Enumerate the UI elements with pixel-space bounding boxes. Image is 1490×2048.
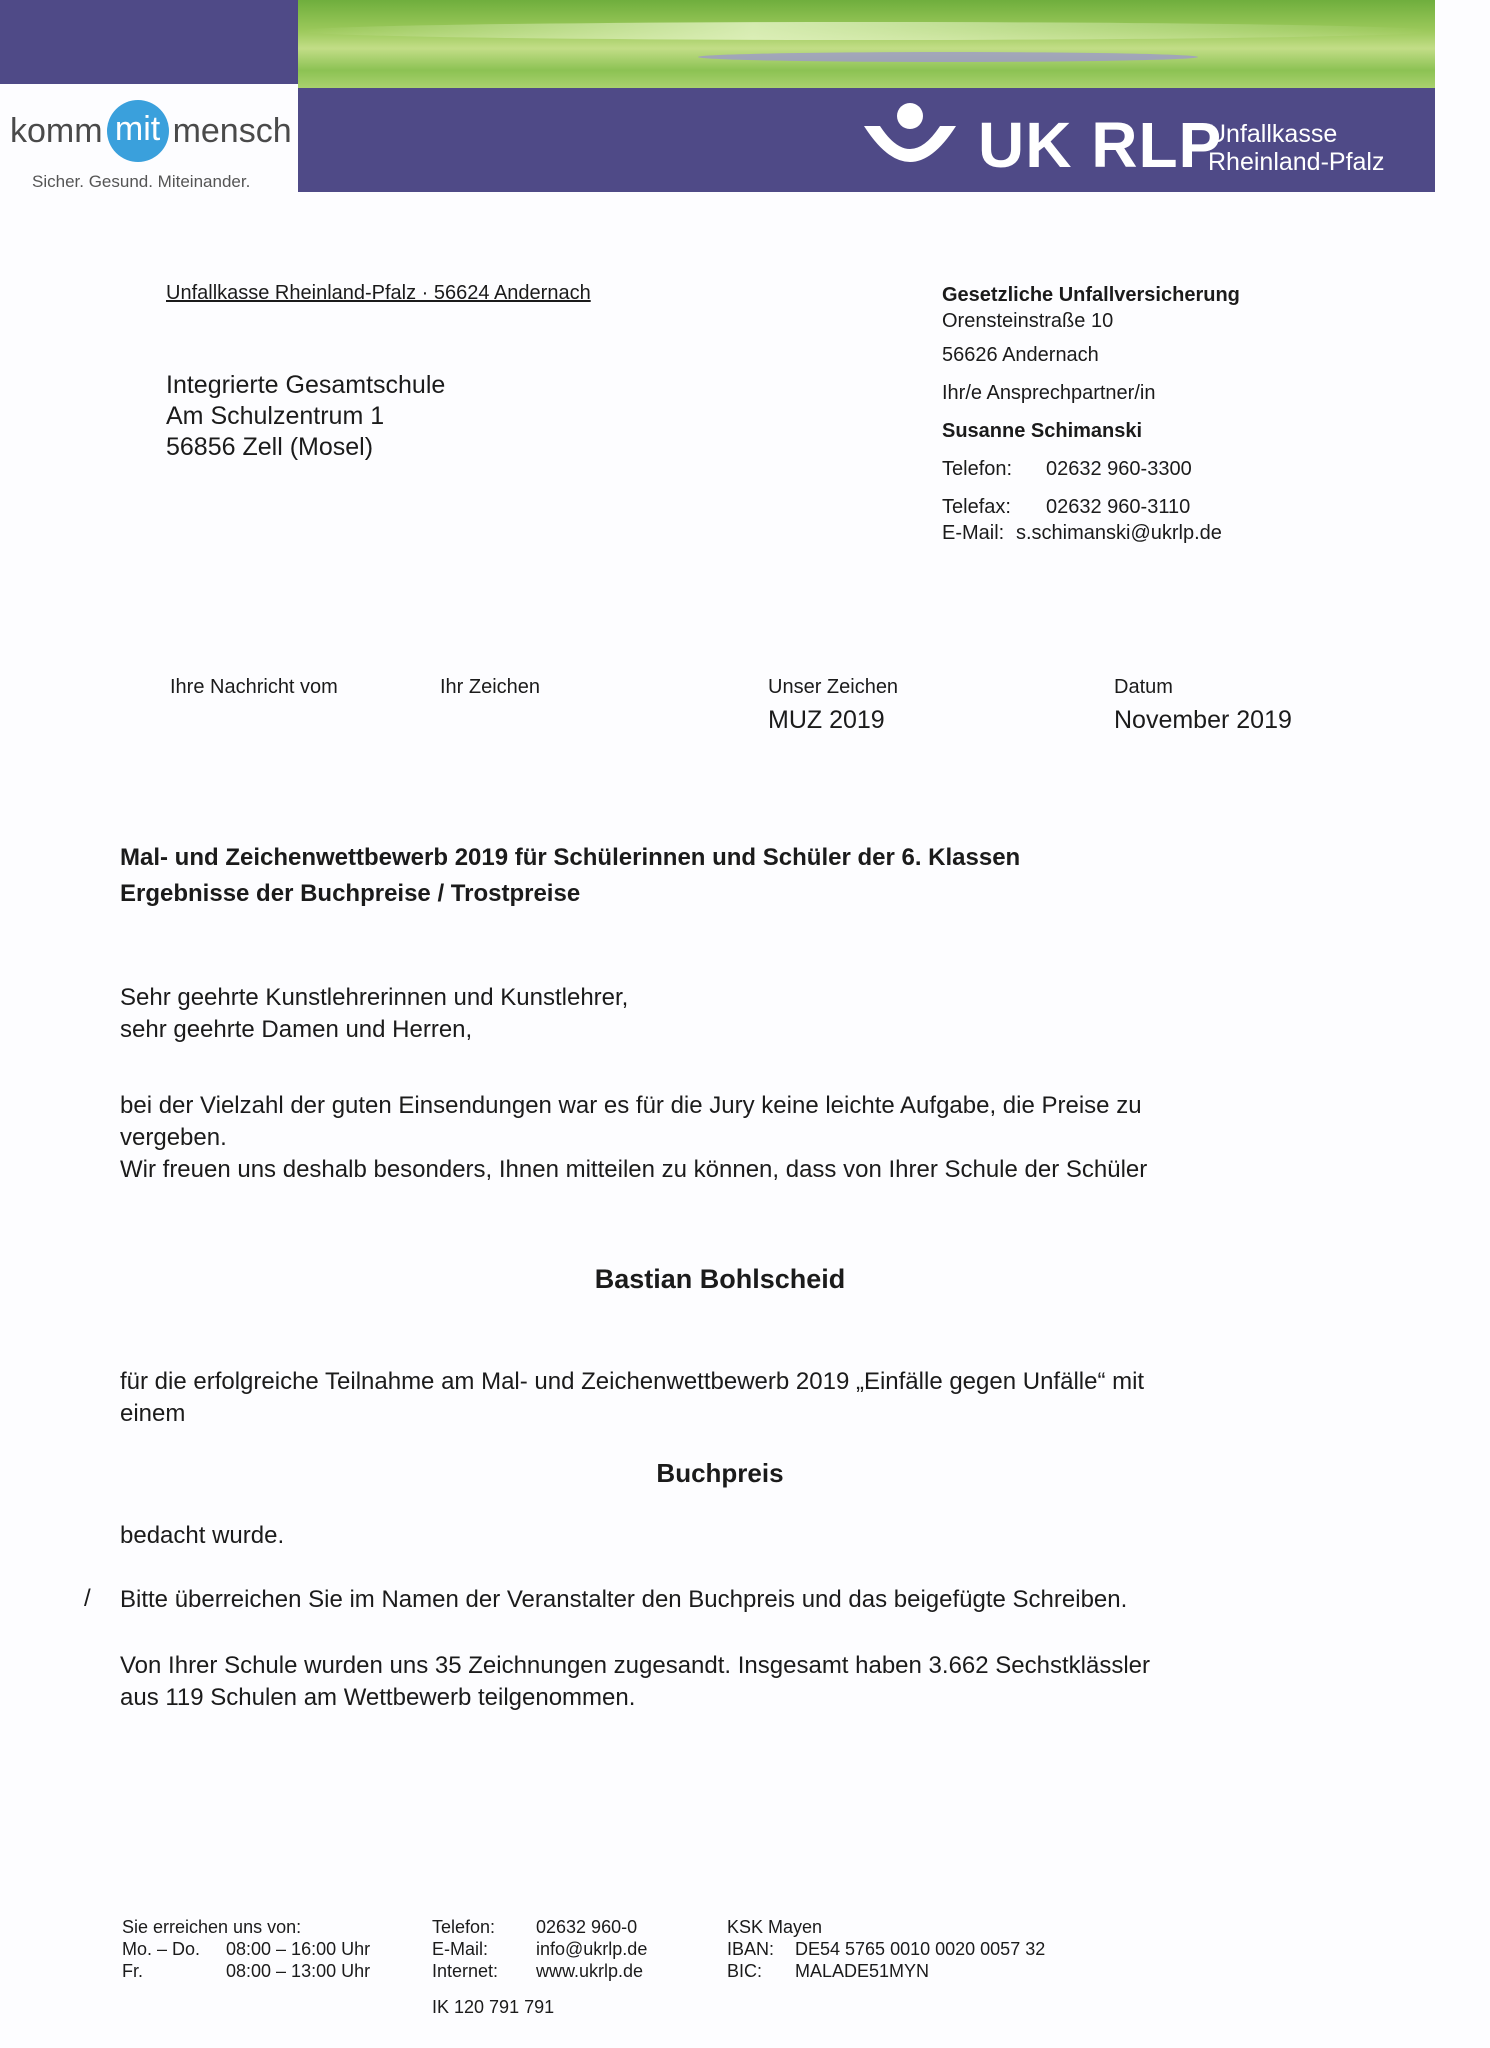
bank-name: KSK Mayen: [727, 1917, 823, 1937]
ref-your-sign-label: Ihr Zeichen: [440, 676, 541, 698]
email-value: s.schimanski@ukrlp.de: [1016, 522, 1222, 544]
hours-value: 08:00 – 16:00 Uhr: [226, 1939, 371, 1959]
phone-label: Telefon:: [942, 458, 1013, 480]
contact-phone-row: [942, 456, 1240, 482]
hours-label: Fr.: [122, 1961, 143, 1981]
fax-label: Telefax:: [942, 496, 1011, 518]
ref-our-sign-value: MUZ 2019: [768, 706, 885, 734]
footer-ik: IK 120 791 791: [432, 1997, 555, 2017]
margin-mark: /: [84, 1585, 91, 1612]
hours-row: [122, 1938, 370, 1960]
kommmitmensch-logo: [10, 100, 292, 162]
text-line: Wir freuen uns deshalb besonders, Ihnen mitteilen zu können, dass von Ihrer Schule der Schüler: [120, 1156, 1148, 1183]
logo-text-right: mensch: [172, 111, 292, 150]
footer-tel: 02632 960-0: [536, 1917, 638, 1937]
fax-value: 02632 960-3110: [1046, 496, 1191, 518]
prize-name: Buchpreis: [656, 1458, 784, 1488]
text-line: für die erfolgreiche Teilnahme am Mal- und Zeichenwettbewerb 2019 „Einfälle gegen Unfälle“ mit: [120, 1368, 1145, 1395]
logo-tagline: Sicher. Gesund. Miteinander.: [32, 172, 251, 191]
contact-heading: Gesetzliche Unfallversicherung: [942, 284, 1240, 306]
contact-fax-row: [942, 494, 1240, 520]
recipient-line: 56856 Zell (Mosel): [166, 433, 374, 461]
hours-title: Sie erreichen uns von:: [122, 1917, 302, 1937]
banner-swoosh: [698, 52, 1198, 62]
letter-subject: [120, 840, 1020, 912]
ref-date-label: Datum: [1114, 676, 1173, 698]
footer-bank: [727, 1916, 1045, 1982]
salutation: [120, 982, 1280, 1046]
contact-person-label: Ihr/e Ansprechpartner/in: [942, 382, 1156, 404]
sender-return-address: Unfallkasse Rheinland-Pfalz · 56624 Andernach: [166, 282, 591, 304]
contact-city: 56626 Andernach: [942, 344, 1099, 366]
paragraph-participation: [120, 1366, 1280, 1430]
footer-hours: [122, 1916, 370, 1982]
bic-value: MALADE51MYN: [795, 1961, 930, 1981]
org-name-line: Unfallkasse: [1208, 120, 1338, 148]
footer-contact-row: [432, 1938, 647, 1960]
contact-block: [942, 282, 1240, 546]
ref-date-value: November 2019: [1114, 706, 1292, 734]
org-name-line: Rheinland-Pfalz: [1208, 148, 1385, 176]
footer-contact-row: [432, 1960, 647, 1982]
phone-value: 02632 960-3300: [1046, 458, 1192, 480]
logo-circle: mit: [107, 100, 169, 162]
ukrlp-emblem-icon: [860, 102, 960, 172]
hours-value: 08:00 – 13:00 Uhr: [226, 1961, 371, 1981]
hours-label: Mo. – Do.: [122, 1939, 201, 1959]
text-line: Von Ihrer Schule wurden uns 35 Zeichnungen zugesandt. Insgesamt haben 3.662 Sechstklässler: [120, 1652, 1150, 1679]
paragraph-request: Bitte überreichen Sie im Namen der Veranstalter den Buchpreis und das beigefügte Schreiben.: [120, 1586, 1128, 1613]
iban-value: DE54 5765 0010 0020 0057 32: [795, 1939, 1046, 1959]
paragraph-stats: [120, 1650, 1280, 1714]
recipient-line: Integrierte Gesamtschule: [166, 371, 446, 399]
logo-text-left: komm: [10, 111, 103, 150]
ref-our-sign-label: Unser Zeichen: [768, 676, 899, 698]
salutation-line: Sehr geehrte Kunstlehrerinnen und Kunstlehrer,: [120, 984, 629, 1011]
salutation-line: sehr geehrte Damen und Herren,: [120, 1016, 473, 1043]
footer-web: www.ukrlp.de: [536, 1961, 644, 1981]
bank-row: [727, 1960, 1045, 1982]
header-left-bar: [0, 0, 298, 84]
contact-street: Orensteinstraße 10: [942, 310, 1114, 332]
recipient-address: [166, 370, 445, 463]
iban-label: IBAN:: [727, 1939, 775, 1959]
footer-tel-label: Telefon:: [432, 1917, 496, 1937]
bank-row: [727, 1938, 1045, 1960]
text-line: vergeben.: [120, 1124, 227, 1151]
footer-mail: info@ukrlp.de: [536, 1939, 648, 1959]
banner-swoosh: [298, 22, 1435, 40]
recipient-line: Am Schulzentrum 1: [166, 402, 385, 430]
footer-mail-label: E-Mail:: [432, 1939, 489, 1959]
org-short-name: UK RLP: [978, 109, 1223, 181]
paragraph-intro: [120, 1090, 1280, 1186]
header-banner-green: [298, 0, 1435, 88]
email-label: E-Mail:: [942, 522, 1005, 544]
student-name: Bastian Bohlscheid: [594, 1264, 846, 1294]
bic-label: BIC:: [727, 1961, 763, 1981]
footer-contact: [432, 1916, 647, 2018]
text-line: einem: [120, 1400, 186, 1427]
hours-row: [122, 1960, 370, 1982]
footer-web-label: Internet:: [432, 1961, 499, 1981]
org-full-name: [1208, 120, 1385, 176]
subject-line: Mal- und Zeichenwettbewerb 2019 für Schülerinnen und Schüler der 6. Klassen: [120, 844, 1021, 871]
contact-email-row: [942, 520, 1240, 546]
text-line: bei der Vielzahl der guten Einsendungen war es für die Jury keine leichte Aufgabe, die Preise zu: [120, 1092, 1142, 1119]
footer-contact-row: [432, 1916, 647, 1938]
text-line: aus 119 Schulen am Wettbewerb teilgenommen.: [120, 1684, 636, 1711]
ref-message-date-label: Ihre Nachricht vom: [170, 676, 338, 698]
paragraph-awarded: bedacht wurde.: [120, 1522, 285, 1549]
contact-person: Susanne Schimanski: [942, 420, 1143, 442]
subject-line: Ergebnisse der Buchpreise / Trostpreise: [120, 880, 581, 907]
